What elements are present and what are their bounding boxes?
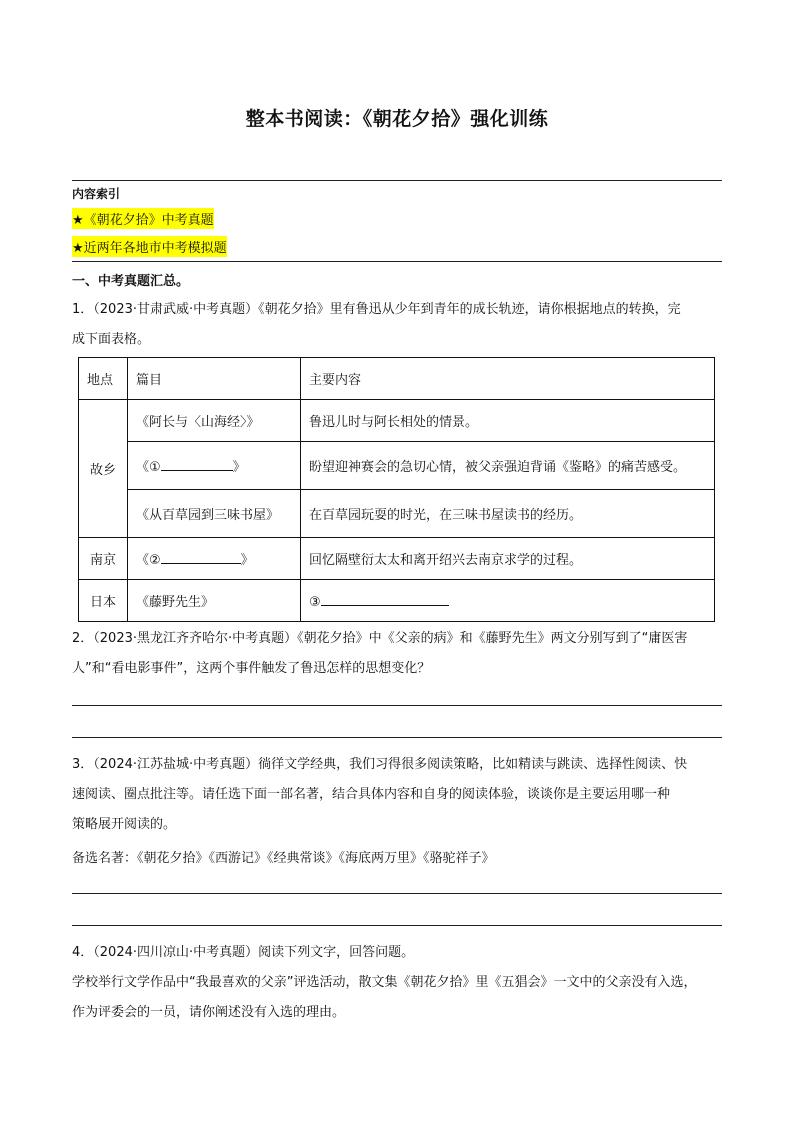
section-heading: 一、中考真题汇总。 <box>72 274 190 289</box>
table-header-row <box>79 358 715 400</box>
row-3-title: 《从百草园到三味书屋》 <box>128 490 301 538</box>
question-3-line-3: 策略展开阅读的。 <box>72 817 177 832</box>
question-3-line-1: 3．（2024·江苏盐城·中考真题）徜徉文学经典，我们习得很多阅读策略，比如精读与跳读、选择性阅读、快 <box>72 757 688 772</box>
row-5-content <box>301 580 715 622</box>
row-4-title-suffix: 》 <box>240 553 254 568</box>
row-2-content: 盼望迎神赛会的急切心情，被父亲强迫背诵《鉴略》的痛苦感受。 <box>301 442 715 490</box>
answer-line[interactable] <box>72 893 722 894</box>
place-nanjing: 南京 <box>79 538 128 580</box>
header-content: 主要内容 <box>301 358 715 400</box>
index-heading: 内容索引 <box>72 187 121 201</box>
question-3-line-2: 速阅读、圈点批注等。请任选下面一部名著，结合具体内容和自身的阅读体验，谈谈你是主要运用哪一种 <box>72 787 671 802</box>
row-4-content: 回忆隔壁衍太太和离开绍兴去南京求学的过程。 <box>301 538 715 580</box>
row-1-title: 《阿长与〈山海经〉》 <box>128 400 301 442</box>
blank-3[interactable] <box>321 591 449 606</box>
header-place: 地点 <box>79 358 128 400</box>
row-2-title-suffix: 》 <box>232 460 246 475</box>
row-1-content: 鲁迅儿时与阿长相处的情景。 <box>301 400 715 442</box>
place-japan: 日本 <box>79 580 128 622</box>
table-row <box>79 490 715 538</box>
question-3-options: 备选名著：《朝花夕拾》《西游记》《经典常谈》《海底两万里》《骆驼祥子》 <box>72 851 495 866</box>
question-1-text <box>72 295 724 355</box>
answer-line[interactable] <box>72 737 722 738</box>
question-4-body <box>72 968 724 1028</box>
question-2-text <box>72 624 724 684</box>
table-row <box>79 400 715 442</box>
content-index <box>72 180 722 262</box>
question-4-line-3: 作为评委会的一员，请你阐述没有入选的理由。 <box>72 1005 346 1020</box>
question-4-line-2: 学校举行文学作品中“我最喜欢的父亲”评选活动，散文集《朝花夕拾》里《五猖会》一文中的父亲没有入选， <box>72 975 697 990</box>
row-2-title <box>128 442 301 490</box>
question-1-line-2: 成下面表格。 <box>72 332 151 347</box>
blank-1[interactable] <box>161 456 233 471</box>
row-4-title-prefix: 《② <box>136 553 161 568</box>
header-title: 篇目 <box>128 358 301 400</box>
table-row <box>79 580 715 622</box>
answer-line[interactable] <box>72 925 722 926</box>
question-1-line-1: 1．（2023·甘肃武威·中考真题）《朝花夕拾》里有鲁迅从少年到青年的成长轨迹，请你根据地点的转换，完 <box>72 302 681 317</box>
row-2-title-prefix: 《① <box>136 460 161 475</box>
row-5-title: 《藤野先生》 <box>128 580 301 622</box>
place-hometown: 故乡 <box>79 400 128 538</box>
question-3-text <box>72 750 724 840</box>
page-title: 整本书阅读：《朝花夕拾》强化训练 <box>245 108 549 130</box>
blank-2[interactable] <box>161 549 241 564</box>
question-2-line-1: 2．（2023·黑龙江齐齐哈尔·中考真题）《朝花夕拾》中《父亲的病》和《藤野先生》两文分别写到了“庸医害 <box>72 631 688 646</box>
index-item-exam-questions: ★《朝花夕拾》中考真题 <box>72 208 214 229</box>
question-1-table <box>78 357 715 622</box>
question-2-line-2: 人”和“看电影事件”，这两个事件触发了鲁迅怎样的思想变化？ <box>72 661 431 676</box>
index-item-mock-questions: ★近两年各地市中考模拟题 <box>72 236 227 257</box>
row-3-content: 在百草园玩耍的时光，在三味书屋读书的经历。 <box>301 490 715 538</box>
question-4-line-1: 4．（2024·四川凉山·中考真题）阅读下列文字，回答问题。 <box>72 945 415 960</box>
table-row <box>79 538 715 580</box>
row-4-title <box>128 538 301 580</box>
table-row <box>79 442 715 490</box>
answer-line[interactable] <box>72 705 722 706</box>
row-5-content-prefix: ③ <box>309 595 321 610</box>
